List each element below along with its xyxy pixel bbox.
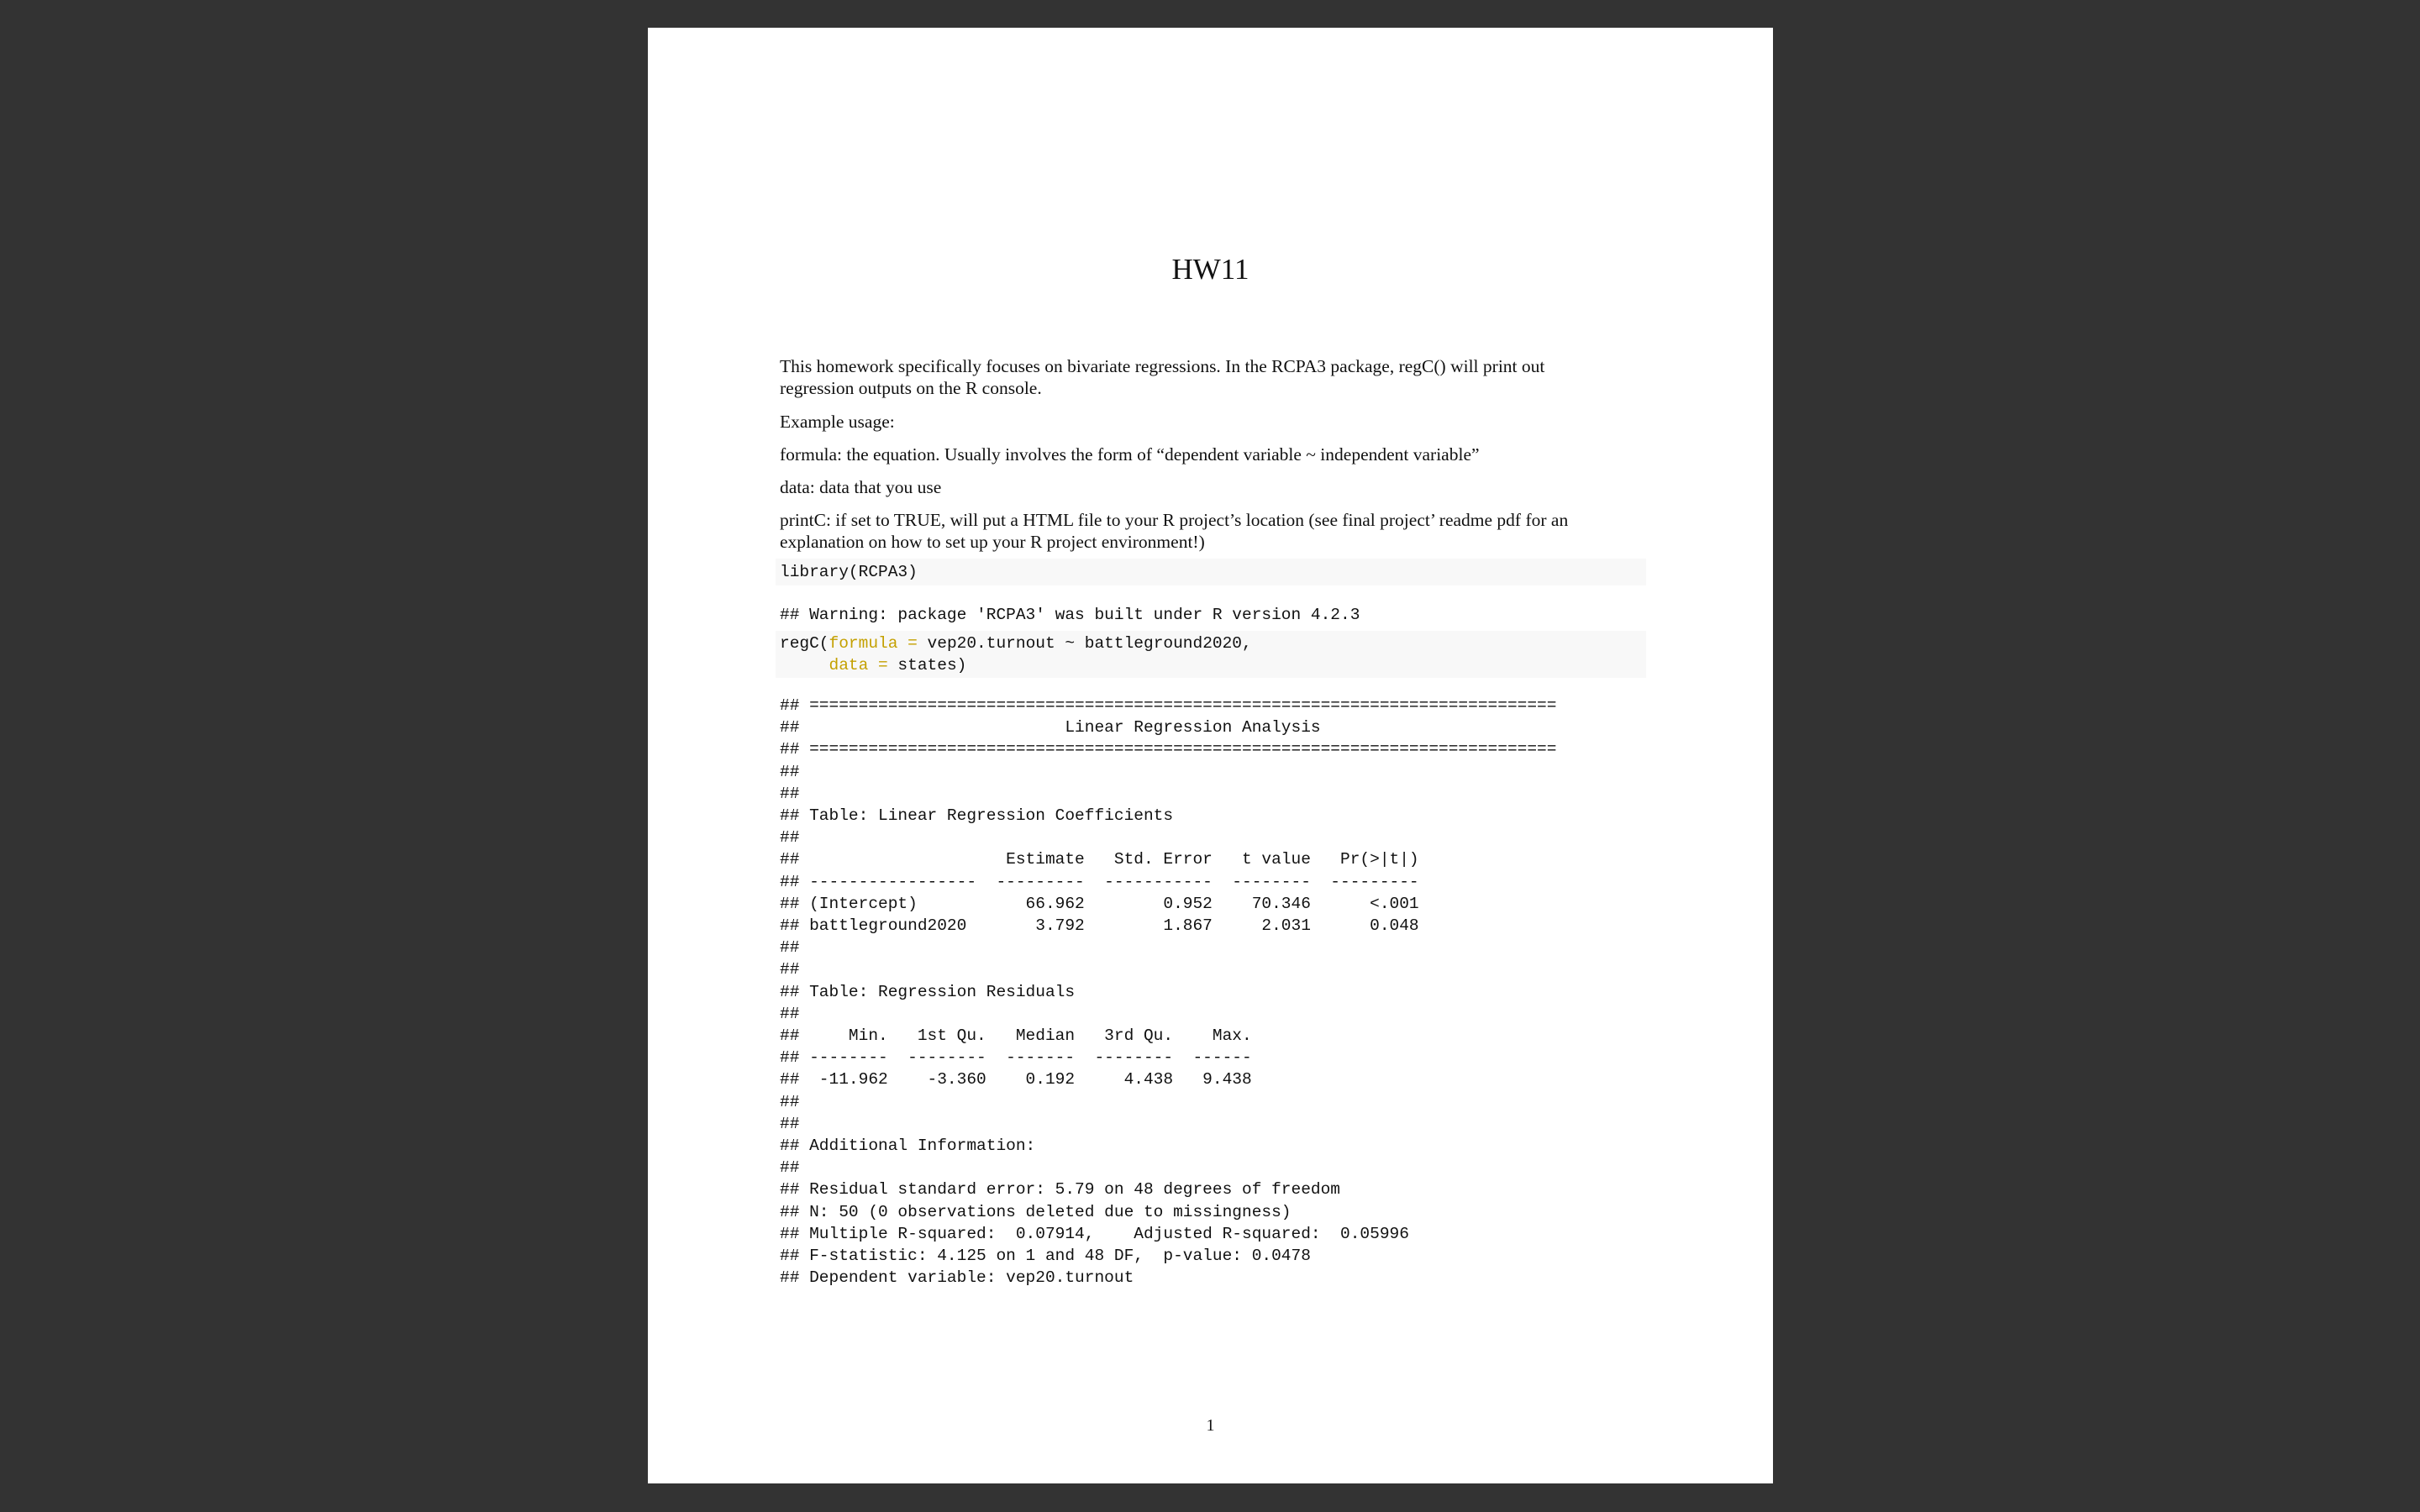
output-line: ## ============================================================================ [780, 740, 1557, 759]
residuals-header: ## Min. 1st Qu. Median 3rd Qu. Max. [780, 1026, 1252, 1046]
code-line-regc-2 [780, 654, 1646, 676]
observation-count: ## N: 50 (0 observations deleted due to missingness) [780, 1202, 1292, 1221]
output-line: ## [780, 960, 800, 979]
formula-description: formula: the equation. Usually involves the form of “dependent variable ~ independent variable” [780, 444, 1480, 465]
output-line: ## [780, 1114, 800, 1133]
dependent-variable: ## Dependent variable: vep20.turnout [780, 1268, 1134, 1288]
output-line: ## [780, 938, 800, 958]
coefficients-divider: ## ----------------- --------- ----------- -------- --------- [780, 872, 1419, 891]
code-line-regc-1 [780, 633, 1646, 654]
f-statistic: ## F-statistic: 4.125 on 1 and 48 DF, p-value: 0.0478 [780, 1247, 1311, 1266]
output-line: ## [780, 828, 800, 848]
output-line: ## [780, 762, 800, 781]
coefficients-table-title: ## Table: Linear Regression Coefficients [780, 806, 1174, 826]
output-line: ## ============================================================================ [780, 696, 1557, 715]
output-line: ## [780, 1158, 800, 1178]
residuals-values: ## -11.962 -3.360 0.192 4.438 9.438 [780, 1070, 1252, 1089]
page-number: 1 [1206, 1416, 1215, 1435]
coefficients-row-intercept: ## (Intercept) 66.962 0.952 70.346 <.001 [780, 894, 1419, 913]
document-title: HW11 [1171, 253, 1249, 286]
data-description: data: data that you use [780, 477, 942, 497]
indent [780, 656, 829, 675]
residual-std-error: ## Residual standard error: 5.79 on 48 degrees of freedom [780, 1180, 1341, 1200]
data-argument: data = [829, 656, 888, 675]
warning-output: ## Warning: package 'RCPA3' was built under R version 4.2.3 [780, 606, 1360, 624]
function-name: regC( [780, 634, 829, 653]
residuals-table-title: ## Table: Regression Residuals [780, 982, 1076, 1001]
output-line: ## [780, 1092, 800, 1111]
additional-info-title: ## Additional Information: [780, 1137, 1036, 1156]
coefficients-row-battleground: ## battleground2020 3.792 1.867 2.031 0.048 [780, 916, 1419, 936]
output-line: ## [780, 784, 800, 803]
output-line: ## Linear Regression Analysis [780, 718, 1321, 738]
example-usage-label: Example usage: [780, 412, 895, 432]
formula-argument: formula = [829, 634, 918, 653]
printc-description: printC: if set to TRUE, will put a HTML file to your R project’s location (see final project’ readme pdf for an explanation on how to set up your R project environment!) [780, 510, 1569, 552]
residuals-divider: ## -------- -------- ------- -------- ------ [780, 1048, 1252, 1068]
regression-output [780, 695, 1556, 1289]
data-value: states) [887, 656, 967, 675]
document-page [648, 28, 1773, 1483]
intro-paragraph: This homework specifically focuses on bivariate regressions. In the RCPA3 package, regC() will print out regression outputs on the R console. [780, 356, 1545, 398]
r-squared: ## Multiple R-squared: 0.07914, Adjusted R-squared: 0.05996 [780, 1224, 1409, 1243]
formula-value: vep20.turnout ~ battleground2020, [917, 634, 1252, 653]
output-line: ## [780, 1004, 800, 1023]
code-chunk-library [776, 559, 1646, 585]
coefficients-header: ## Estimate Std. Error t value Pr(>|t|) [780, 850, 1419, 869]
code-chunk-regc [776, 631, 1646, 678]
code-line-library: library(RCPA3) [780, 563, 918, 581]
